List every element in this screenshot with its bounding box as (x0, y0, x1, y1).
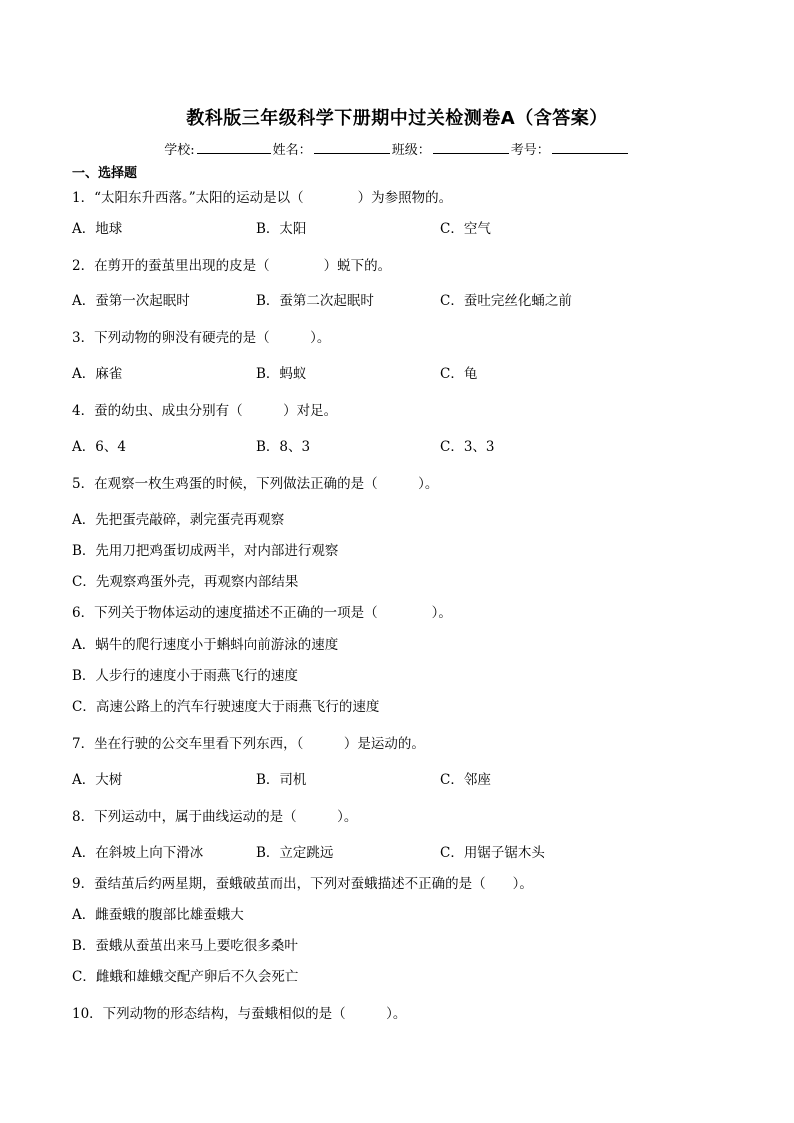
option: B．立定跳远 (256, 845, 334, 861)
question-stem: 9．蚕结茧后约两星期，蚕蛾破茧而出，下列对蚕蛾描述不正确的是（ ）。 (72, 876, 533, 892)
option: C．高速公路上的汽车行驶速度大于雨燕飞行的速度 (72, 699, 380, 715)
option: B．司机 (256, 772, 307, 788)
question-stem: 10．下列动物的形态结构，与蚕蛾相似的是（ ）。 (72, 1006, 407, 1022)
option: B．太阳 (256, 221, 307, 237)
student-info-line (0, 139, 794, 158)
class-blank[interactable] (433, 140, 509, 154)
question-stem: 6．下列关于物体运动的速度描述不正确的一项是（ ）。 (72, 605, 452, 621)
document-title: 教科版三年级科学下册期中过关检测卷A（含答案） (186, 108, 608, 129)
question-stem: 1．“太阳东升西落。”太阳的运动是以（ ）为参照物的。 (72, 190, 453, 206)
question-stem: 3．下列动物的卵没有硬壳的是（ ）。 (72, 330, 331, 346)
number-label: 考号： (510, 143, 550, 158)
option: C．用锯子锯木头 (440, 845, 545, 861)
option: A．先把蛋壳敲碎，剥完蛋壳再观察 (72, 512, 285, 528)
option: C．龟 (440, 366, 478, 382)
option: A．地球 (72, 221, 123, 237)
question-stem: 2．在剪开的蚕茧里出现的皮是（ ）蜕下的。 (72, 258, 392, 274)
option: B．先用刀把鸡蛋切成两半，对内部进行观察 (72, 543, 339, 559)
option: A．蚕第一次起眠时 (72, 293, 190, 309)
question-stem: 8．下列运动中，属于曲线运动的是（ ）。 (72, 809, 358, 825)
name-blank[interactable] (314, 140, 390, 154)
option: B．人步行的速度小于雨燕飞行的速度 (72, 668, 298, 684)
question-stem: 4．蚕的幼虫、成虫分别有（ ）对足。 (72, 403, 338, 419)
class-label: 班级： (391, 143, 431, 158)
option: C．邻座 (440, 772, 491, 788)
option: C．雌蛾和雄蛾交配产卵后不久会死亡 (72, 969, 299, 985)
school-label: 学校: (164, 143, 195, 158)
option: A．6、4 (72, 439, 126, 455)
number-blank[interactable] (552, 140, 628, 154)
option: C．空气 (440, 221, 491, 237)
option: B．8、3 (256, 439, 311, 455)
option: B．蚕蛾从蚕茧出来马上要吃很多桑叶 (72, 938, 298, 954)
school-blank[interactable] (197, 140, 271, 154)
question-stem: 5．在观察一枚生鸡蛋的时候，下列做法正确的是（ ）。 (72, 476, 439, 492)
option: A．雌蚕蛾的腹部比雄蚕蛾大 (72, 907, 244, 923)
option: A．麻雀 (72, 366, 123, 382)
option: C．蚕吐完丝化蛹之前 (440, 293, 572, 309)
option: C．3、3 (440, 439, 495, 455)
option: A．蜗牛的爬行速度小于蝌蚪向前游泳的速度 (72, 637, 339, 653)
option: B．蚂蚁 (256, 366, 307, 382)
option: B．蚕第二次起眠时 (256, 293, 374, 309)
option: C．先观察鸡蛋外壳，再观察内部结果 (72, 574, 299, 590)
name-label: 姓名： (272, 143, 312, 158)
option: A．大树 (72, 772, 123, 788)
question-stem: 7．坐在行驶的公交车里看下列东西，（ ）是运动的。 (72, 736, 425, 752)
section-heading: 一、选择题 (72, 166, 138, 181)
option: A．在斜坡上向下滑冰 (72, 845, 204, 861)
